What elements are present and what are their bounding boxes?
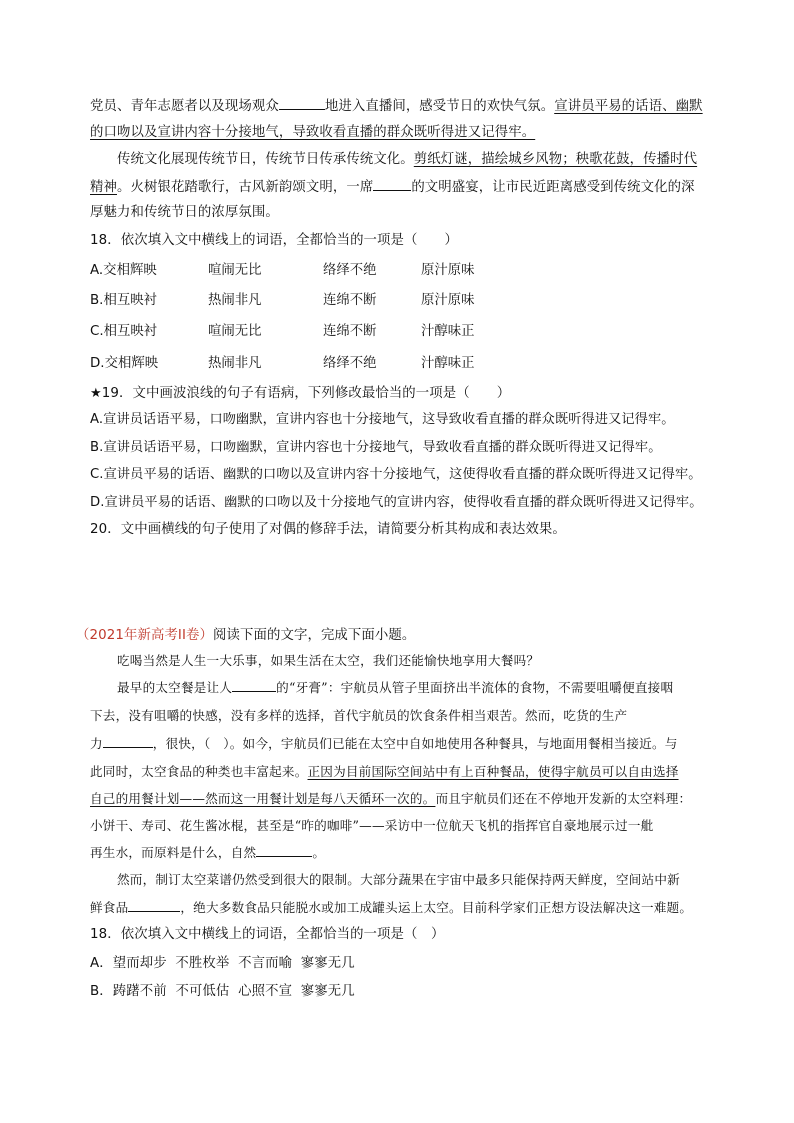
option-label: A.交相辉映	[90, 263, 157, 278]
option-word: 汁醇味正	[421, 324, 475, 339]
text: 再生水，而原料是什么，自然	[90, 845, 257, 860]
s2-line3: 下去，没有咀嚼的快感，没有多样的选择，首代宇航员的饮食条件相当艰苦。然而，吃货的生产	[90, 708, 628, 723]
underlined-sentence: 的口吻以及宣讲内容十分接地气，导致收看直播的群众既听得进又记得牢。	[90, 125, 536, 140]
q18b-option-a[interactable]: A．望而却步 不胜枚举 不言而喻 寥寥无几	[90, 956, 355, 971]
question-text: 19．文中画波浪线的句子有语病，下列修改最恰当的一项是（ ）	[101, 386, 511, 401]
q19-option-a[interactable]: A.宣讲员话语平易，口吻幽默，宣讲内容也十分接地气，这导致收看直播的群众既听得进又记得牢。	[90, 412, 675, 427]
s2-line1: 吃喝当然是人生一大乐事，如果生活在太空，我们还能愉快地享用大餐吗？	[117, 653, 540, 668]
text: 地进入直播间，感受节日的欢快气氛。	[324, 99, 555, 114]
fill-blank[interactable]	[232, 678, 276, 692]
q19-option-b[interactable]: B.宣讲员话语平易，口吻幽默，宣讲内容也十分接地气，导致收看直播的群众既听得进又记得牢。	[90, 440, 662, 455]
passage1-line4	[90, 177, 695, 198]
text: 的“牙膏”：宇航员从管子里面挤出半流体的食物，不需要咀嚼便直接咽	[276, 680, 674, 695]
fill-blank[interactable]	[103, 734, 153, 748]
text: ，很快，（ ）。如今，宇航员们已能在太空中自如地使用各种餐具，与地面用餐相当接近。与	[152, 736, 678, 751]
star-icon: ★	[90, 386, 102, 401]
underlined-couplet-end: 精神	[90, 180, 117, 195]
instruction: 阅读下面的文字，完成下面小题。	[213, 628, 416, 643]
underlined-sentence: 自己的用餐计划——然而这一用餐计划是每八天循环一次的。	[90, 791, 436, 806]
fill-blank[interactable]	[256, 843, 312, 857]
fill-blank[interactable]	[279, 96, 325, 110]
text: 传统文化展现传统节日，传统节日传承传统文化。	[117, 152, 414, 167]
text: 。	[312, 845, 326, 860]
underlined-sentence: 正因为目前国际空间站中有上百种餐品，使得宇航员可以自由选择	[307, 764, 679, 779]
passage1-line3	[117, 150, 697, 170]
option-word: 络绎不绝	[323, 356, 377, 371]
text: 最早的太空餐是让人	[117, 680, 233, 695]
s2-line6	[90, 789, 691, 809]
s2-line7: 小饼干、寿司、花生酱冰棍，甚至是“昨的咖啡”——采访中一位航天飞机的指挥官自豪地展示过一舭	[90, 818, 654, 833]
q18b-option-b[interactable]: B．踌躇不前 不可低估 心照不宣 寥寥无几	[90, 984, 355, 999]
option-word: 原汁原味	[421, 263, 475, 278]
option-word: 络绎不绝	[323, 263, 377, 278]
s2-line2	[117, 678, 673, 698]
s2-line5	[90, 762, 679, 782]
q19-option-d[interactable]: D.宣讲员平易的话语、幽默的口吻以及十分接地气的宣讲内容，使得收看直播的群众既听得进又记得牢。	[90, 495, 703, 510]
option-word: 汁醇味正	[421, 356, 475, 371]
q19-stem	[90, 384, 510, 404]
s2-line10	[90, 898, 692, 918]
fill-blank[interactable]	[128, 898, 180, 912]
text: 此同时，太空食品的种类也丰富起来。	[90, 764, 308, 779]
option-label: C.相互映衬	[90, 324, 158, 339]
text: 党员、青年志愿者以及现场观众	[90, 99, 279, 114]
q18-stem: 18．依次填入文中横线上的词语，全都恰当的一项是（ ）	[90, 233, 458, 248]
s2-line4	[90, 734, 678, 754]
s2-line8	[90, 843, 325, 863]
text: 鲜食品	[90, 900, 129, 915]
option-word: 热闹非凡	[208, 356, 262, 371]
q19-option-c[interactable]: C.宣讲员平易的话语、幽默的口吻以及宣讲内容十分接地气，这使得收看直播的群众既听得进又记得牢。	[90, 467, 702, 482]
text: ，绝大多数食品只能脱水或加工成罐头运上太空。目前科学家们正想方设法解决这一难题。	[180, 900, 693, 915]
option-label: B.相互映衬	[90, 293, 158, 308]
text: 力	[90, 736, 103, 751]
option-word: 喧闹无比	[208, 263, 262, 278]
option-word: 连绵不断	[323, 293, 377, 308]
q20-stem: 20．文中画横线的句子使用了对偶的修辞手法，请简要分析其构成和表达效果。	[90, 522, 566, 537]
option-word: 连绵不断	[323, 324, 377, 339]
text: 而且宇航员们还在不停地开发新的太空料理：	[435, 791, 692, 806]
q18b-stem: 18．依次填入文中横线上的词语，全都恰当的一项是（ ）	[90, 927, 445, 942]
option-word: 喧闹无比	[208, 324, 262, 339]
s2-line9: 然而，制订太空菜谱仍然受到很大的限制。大部分蔬果在宇宙中最多只能保持两天鲜度，空间站中新	[117, 872, 680, 887]
underlined-couplet: 剪纸灯谜，描绘城乡风物；秧歌花鼓，传播时代	[413, 152, 698, 167]
exam-source: （2021年新高考II卷）	[76, 628, 214, 643]
passage1-line1	[90, 96, 703, 117]
text: 。火树银花踏歌行，古风新韵颂文明，一席	[116, 180, 374, 195]
text: 的文明盛宴，让市民近距离感受到传统文化的深	[411, 180, 695, 195]
option-word: 热闹非凡	[208, 293, 262, 308]
passage1-line2	[90, 123, 535, 143]
underlined-text: 宣讲员平易的话语、幽默	[554, 99, 703, 114]
passage1-line5	[90, 203, 279, 223]
text: 厚魅力和传统节日的浓厚氛围。	[90, 205, 279, 220]
section2-header	[76, 626, 415, 646]
option-word: 原汁原味	[421, 293, 475, 308]
option-label: D.交相辉映	[90, 356, 159, 371]
fill-blank[interactable]	[373, 177, 411, 191]
